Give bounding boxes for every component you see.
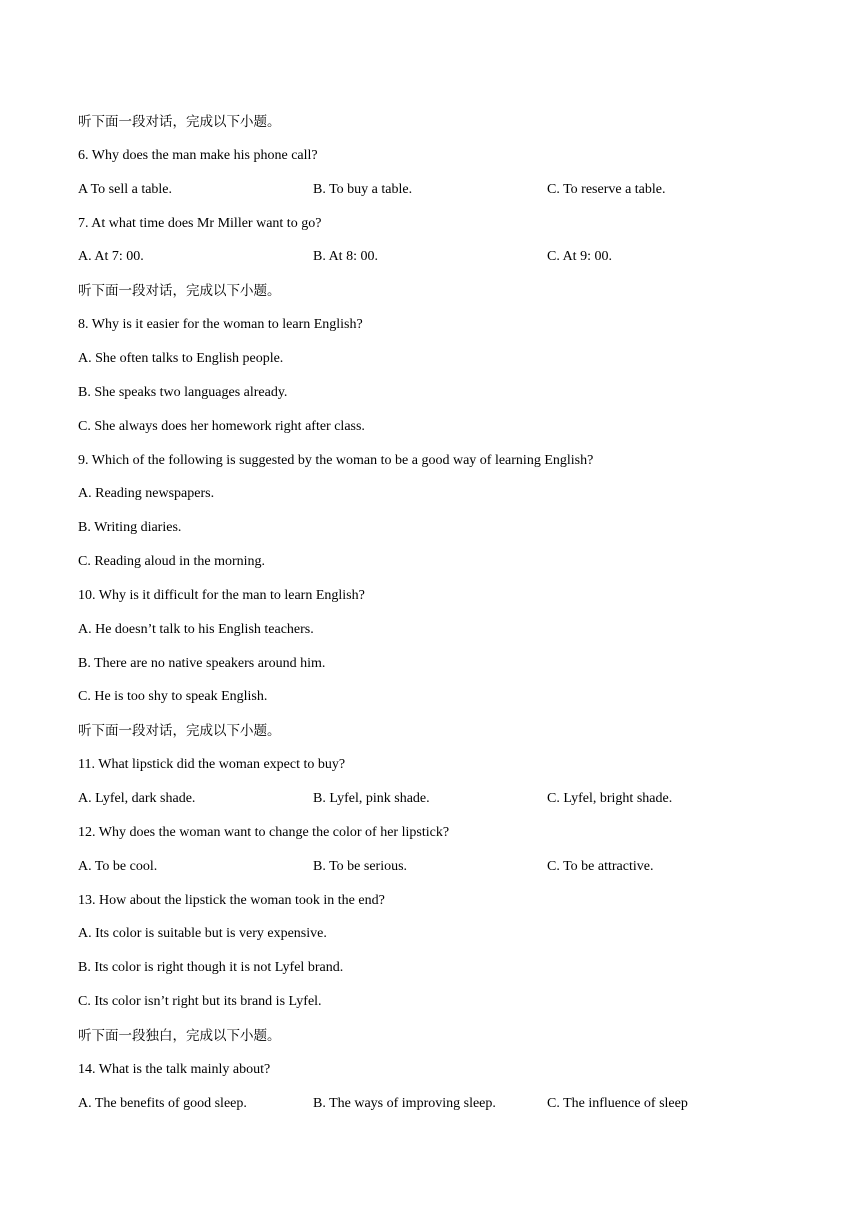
question-text: 14. What is the talk mainly about? <box>78 1062 271 1077</box>
answer-option: A. Reading newspapers. <box>78 486 215 501</box>
question-text: 7. At what time does Mr Miller want to go? <box>78 216 322 231</box>
answer-option: C. He is too shy to speak English. <box>78 689 268 704</box>
answer-option: A. Its color is suitable but is very expensive. <box>78 926 327 941</box>
answer-option: C. Its color isn’t right but its brand is Lyfel. <box>78 994 322 1009</box>
answer-option: B. She speaks two languages already. <box>78 385 288 400</box>
answer-option: B. At 8: 00. <box>313 249 378 264</box>
question-text: 10. Why is it difficult for the man to learn English? <box>78 588 365 603</box>
answer-option: C. At 9: 00. <box>547 249 612 264</box>
answer-option: A. To be cool. <box>78 859 158 874</box>
answer-option: B. Lyfel, pink shade. <box>313 791 430 806</box>
answer-option: B. Its color is right though it is not Lyfel brand. <box>78 960 344 975</box>
answer-option: C. Reading aloud in the morning. <box>78 554 266 569</box>
answer-option: A. Lyfel, dark shade. <box>78 791 196 806</box>
question-text: 6. Why does the man make his phone call? <box>78 148 318 163</box>
option-row <box>78 248 838 266</box>
option-row <box>78 1095 838 1113</box>
answer-option: A. The benefits of good sleep. <box>78 1096 247 1111</box>
section-instruction: 听下面一段对话，完成以下小题。 <box>78 283 281 299</box>
answer-option: A. She often talks to English people. <box>78 351 284 366</box>
answer-option: B. Writing diaries. <box>78 520 182 535</box>
answer-option: C. She always does her homework right after class. <box>78 419 365 434</box>
answer-option: B. There are no native speakers around him. <box>78 656 326 671</box>
option-row <box>78 790 838 808</box>
question-text: 12. Why does the woman want to change the color of her lipstick? <box>78 825 450 840</box>
answer-option: C. To reserve a table. <box>547 182 666 197</box>
answer-option: A. At 7: 00. <box>78 249 144 264</box>
answer-option: C. To be attractive. <box>547 859 654 874</box>
option-row <box>78 858 838 876</box>
section-instruction: 听下面一段对话，完成以下小题。 <box>78 723 281 739</box>
option-row <box>78 181 838 199</box>
question-text: 13. How about the lipstick the woman took in the end? <box>78 893 385 908</box>
question-text: 8. Why is it easier for the woman to learn English? <box>78 317 363 332</box>
answer-option: C. Lyfel, bright shade. <box>547 791 673 806</box>
answer-option: B. To be serious. <box>313 859 408 874</box>
answer-option: A To sell a table. <box>78 182 173 197</box>
answer-option: C. The influence of sleep <box>547 1096 688 1111</box>
section-instruction: 听下面一段独白，完成以下小题。 <box>78 1028 281 1044</box>
section-instruction: 听下面一段对话，完成以下小题。 <box>78 114 281 130</box>
question-text: 9. Which of the following is suggested by the woman to be a good way of learning English? <box>78 453 594 468</box>
answer-option: A. He doesn’t talk to his English teachers. <box>78 622 314 637</box>
answer-option: B. The ways of improving sleep. <box>313 1096 496 1111</box>
answer-option: B. To buy a table. <box>313 182 413 197</box>
question-text: 11. What lipstick did the woman expect to buy? <box>78 757 346 772</box>
